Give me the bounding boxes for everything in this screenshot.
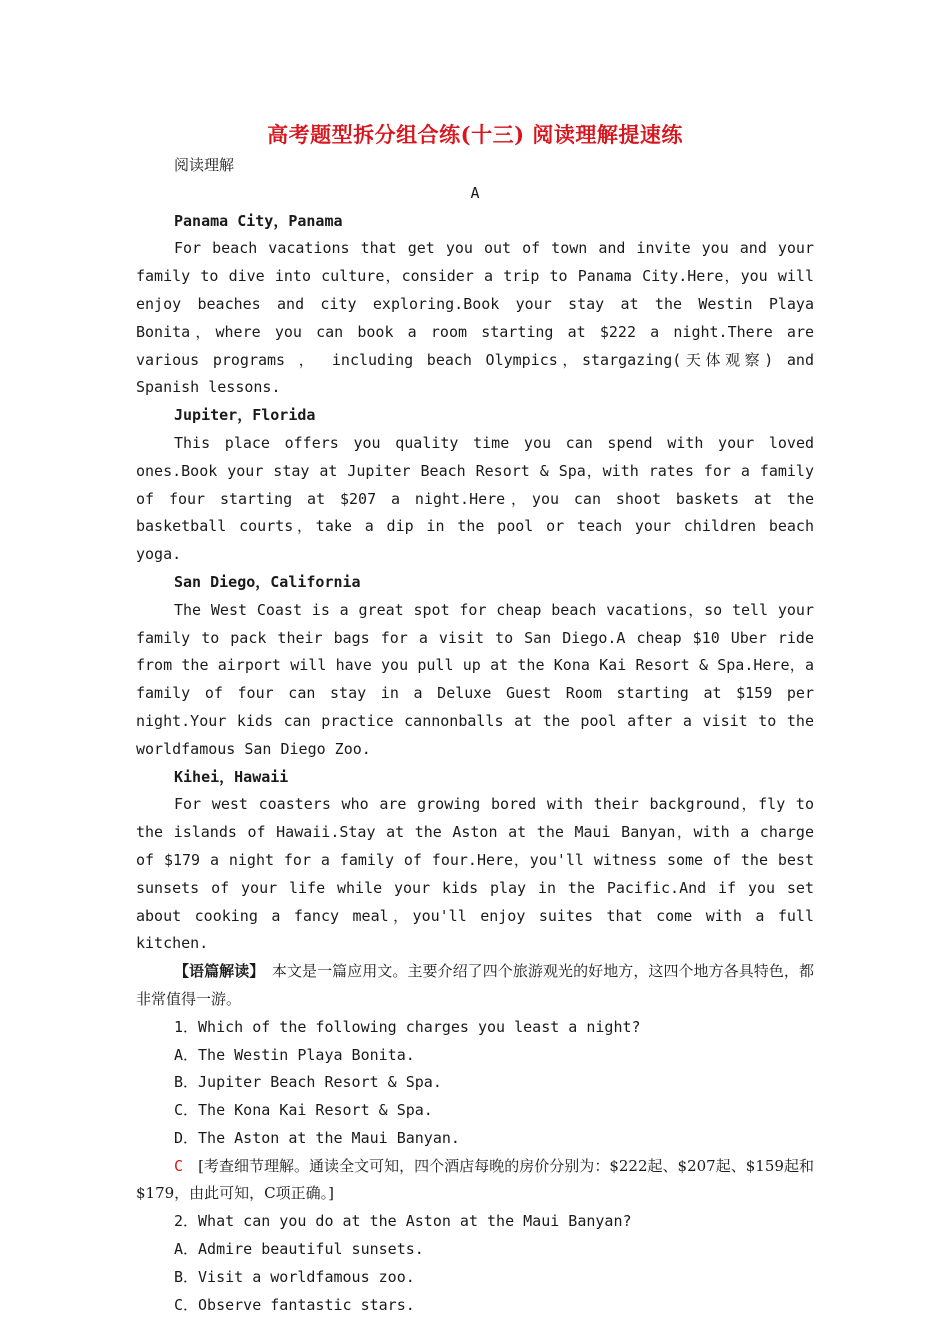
question-option: A．Admire beautiful sunsets. <box>174 1240 424 1259</box>
answer-letter: C <box>174 1156 184 1175</box>
question-option: C．The Kona Kai Resort & Spa. <box>174 1101 433 1120</box>
question-option: A．The Westin Playa Bonita. <box>174 1045 415 1064</box>
question-option: C．Observe fantastic stars. <box>174 1295 415 1314</box>
question-stem: 1．Which of the following charges you least a night? <box>174 1017 641 1036</box>
analysis-tag: 【语篇解读】 <box>174 962 257 981</box>
passage-heading: Kihei，Hawaii <box>174 767 289 786</box>
passage-analysis <box>136 958 814 1014</box>
question-stem: 2．What can you do at the Aston at the Maui Banyan? <box>174 1212 632 1231</box>
passage-paragraph: The West Coast is a great spot for cheap beach vacations，so tell your family to pack their bags for a visit to San Diego.A cheap $10 Uber ride from the airport will have you pull up at the Kona Kai Resort & Spa.Here，a family of four can stay in a Deluxe Guest Room starting at $159 per night.Your kids can practice cannonballs at the pool after a visit to the worldfamous San Diego Zoo. <box>136 600 814 758</box>
passage-letter: A <box>470 183 480 202</box>
passage-paragraph: For west coasters who are growing bored with their background，fly to the islands of Hawaii.Stay at the Aston at the Maui Banyan，with a charge of $179 a night for a family of four.Here，you'll witness some of the best sunsets of your life while your kids play in the Pacific.And if you set about cooking a fancy meal，you'll enjoy suites that come with a full kitchen. <box>136 795 814 953</box>
question-option: B．Visit a worldfamous zoo. <box>174 1267 415 1286</box>
analysis-text: 本文是一篇应用文。主要介绍了四个旅游观光的好地方，这四个地方各具特色，都非常值得一游。 <box>136 962 814 1008</box>
section-label: 阅读理解 <box>174 156 235 174</box>
passage-paragraph: This place offers you quality time you can spend with your loved ones.Book your stay at Jupiter Beach Resort & Spa，with rates for a family of four starting at $207 a night.Here，you can shoot baskets at the basketball courts，take a dip in the pool or teach your children beach yoga. <box>136 433 814 564</box>
passage-heading: Jupiter，Florida <box>174 406 316 425</box>
passage-heading: Panama City，Panama <box>174 211 343 230</box>
explanation-text: [考查细节理解。通读全文可知，四个酒店每晚的房价分别为：$222起、$207起、$159起和$179，由此可知，C项正确。] <box>136 1156 814 1203</box>
passage-paragraph: For beach vacations that get you out of town and invite you and your family to dive into culture，consider a trip to Panama City.Here，you will enjoy beaches and city exploring.Book your stay at the Westin Playa Bonita，where you can book a room starting at $222 a night.There are various programs ， including beach Olympics，stargazing(天体观察) and Spanish lessons. <box>136 239 814 397</box>
document-body <box>136 152 814 1319</box>
passage-heading: San Diego，California <box>174 572 361 591</box>
page-title: 高考题型拆分组合练(十三) 阅读理解提速练 <box>267 122 683 147</box>
answer-explanation <box>136 1153 814 1209</box>
question-option: D．The Aston at the Maui Banyan. <box>174 1128 460 1147</box>
question-option: B．Jupiter Beach Resort & Spa. <box>174 1073 442 1092</box>
